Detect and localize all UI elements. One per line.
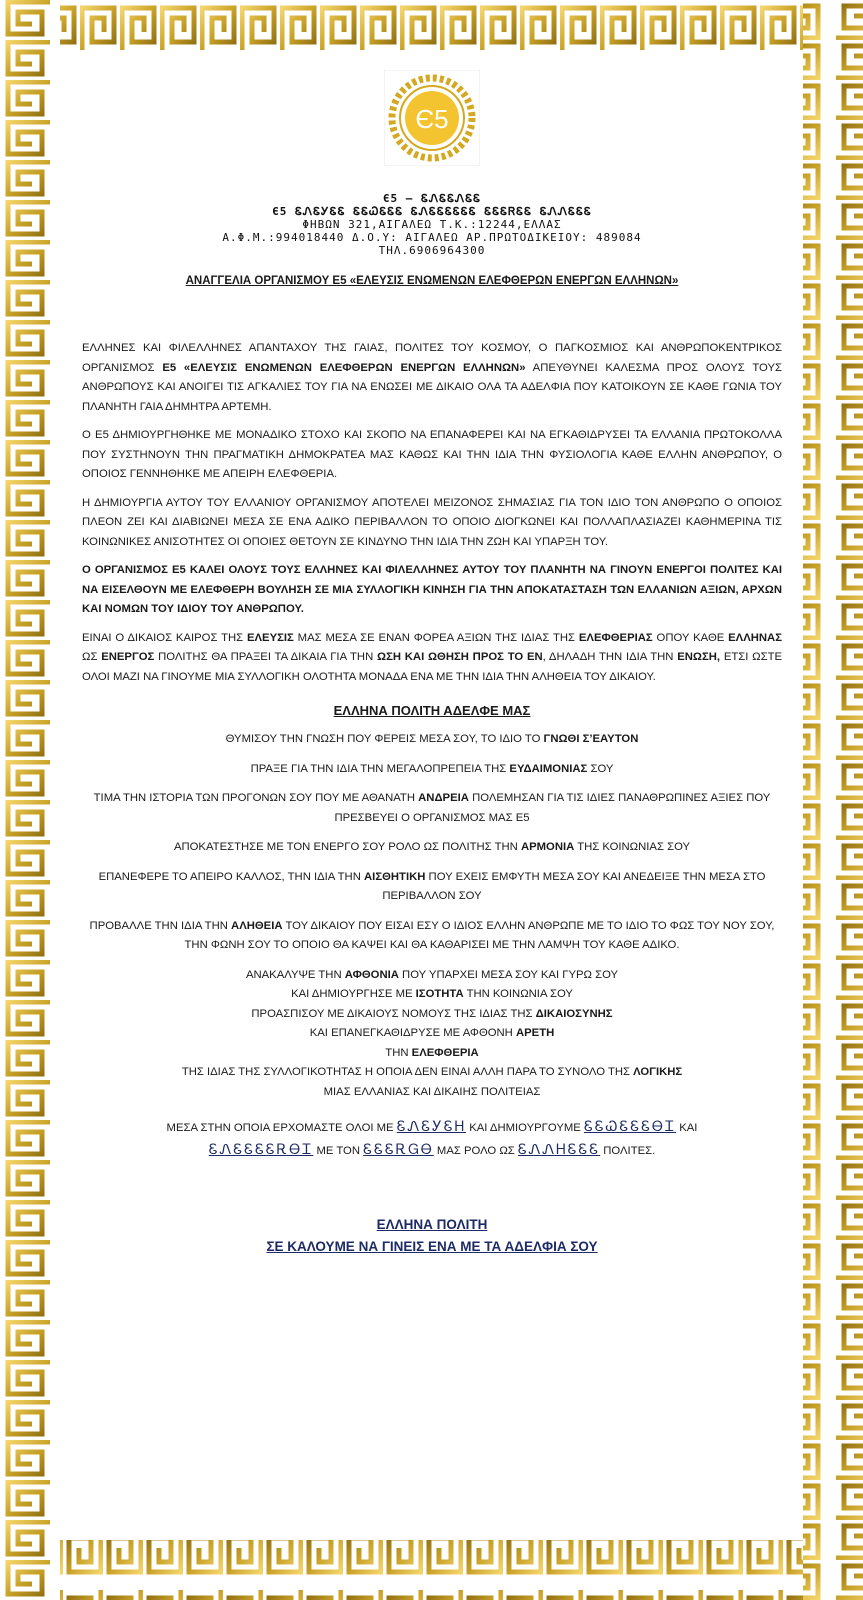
call-line-1: ΕΛΛΗΝΑ ΠΟΛΙΤΗ xyxy=(376,1217,488,1232)
closing-text: ΠΟΛΙΤΕΣ. xyxy=(600,1145,656,1157)
body-text: ΜΙΑΣ ΕΛΛΑΝΙΑΣ ΚΑΙ ΔΙΚΑΙΗΣ ΠΟΛΙΤΕΙΑΣ xyxy=(323,1085,541,1098)
header-tax-id: Α.Φ.Μ.:994018440 Δ.Ο.Υ: ΑΙΓΑΛΕΩ ΑΡ.ΠΡΩΤΟΔΙΚΕΙΟΥ: 489084 xyxy=(222,231,642,244)
section-subtitle: ΕΛΛΗΝΑ ΠΟΛΙΤΗ ΑΔΕΛΦΕ ΜΑΣ xyxy=(333,703,531,718)
body-text: ΤΗΝ xyxy=(385,1046,412,1059)
emphasis-text: ΛΟΓΙΚΗΣ xyxy=(633,1066,683,1078)
emphasis-text: ΕΝΩΣΗ, xyxy=(677,651,721,663)
header-line-1: Є5 – ᏋᏁᏋᏋᏁᏋᏋ xyxy=(382,192,482,205)
glyph-word-5: ᏋᏁᏁᎻᏋᏋᏋ xyxy=(517,1142,601,1158)
body-text: ΤΗΣ ΙΔΙΑΣ ΤΗΣ ΣΥΛΛΟΓΙΚΟΤΗΤΑΣ Η ΟΠΟΙΑ ΔΕΝ ΕΙΝΑΙ ΑΛΛΗ ΠΑΡΑ ΤΟ ΣΥΝΟΛΟ ΤΗΣ xyxy=(181,1066,634,1078)
emphasis-text: ΕΥΔΑΙΜΟΝΙΑΣ xyxy=(509,762,588,775)
body-text: ΠΡΟΒΑΛΛΕ ΤΗΝ ΙΔΙΑ ΤΗΝ xyxy=(89,919,232,932)
exhortation-5 xyxy=(82,868,782,907)
body-text: ΤΗΝ ΚΟΙΝΩΝΙΑ ΣΟΥ xyxy=(463,988,573,1000)
closing-text: ΜΕ ΤΟΝ xyxy=(313,1145,364,1157)
body-text: ΕΠΑΝΕΦΕΡΕ ΤΟ ΑΠΕΙΡΟ ΚΑΛΛΟΣ, ΤΗΝ ΙΔΙΑ ΤΗΝ xyxy=(98,870,365,883)
stanza-line xyxy=(82,966,782,986)
emphasis-text: ΔΙΚΑΙΟΣΥΝΗΣ xyxy=(535,1007,613,1020)
emphasis-text: ΕΝΕΡΓΟΣ xyxy=(101,651,155,663)
paragraph-4: Ο ΟΡΓΑΝΙΣΜΟΣ Ε5 ΚΑΛΕΙ ΟΛΟΥΣ ΤΟΥΣ ΕΛΛΗΝΕΣ ΚΑΙ ΦΙΛΕΛΛΗΝΕΣ ΑΥΤΟΥ ΤΟΥ ΠΛΑΝΗΤΗ ΝΑ ΓΙΝΟΥΝ ΕΝΕΡΓΟΙ ΠΟΛΙΤΕΣ ΚΑΙ ΝΑ ΕΙΣΕΛΘΟΥΝ ΜΕ ΕΛΕΦΘΕΡΗ ΒΟΥΛΗΣΗ ΣΕ ΜΙΑ ΣΥΛΛΟΓΙΚΗ ΚΙΝΗΣΗ ΓΙΑ ΤΗΝ ΑΠΟΚΑΤΑΣΤΑΣΗ ΤΩΝ ΕΛΛΑΝΙΩΝ ΑΞΙΩΝ, ΑΡΧΩΝ ΚΑΙ ΝΟΜΩΝ ΤΟΥ ΙΔΙΟΥ ΤΟΥ ΑΝΘΡΩΠΟΥ. xyxy=(82,564,782,615)
emphasis-text: ΕΛΛΗΝΑΣ xyxy=(728,631,782,644)
body-text: ΕΙΝΑΙ Ο ΔΙΚΑΙΟΣ ΚΑΙΡΟΣ ΤΗΣ xyxy=(82,631,247,644)
paragraph-2: Ο Ε5 ΔΗΜΙΟΥΡΓΗΘΗΚΕ ΜΕ ΜΟΝΑΔΙΚΟ ΣΤΟΧΟ ΚΑΙ ΣΚΟΠΟ ΝΑ ΕΠΑΝΑΦΕΡΕΙ ΚΑΙ ΝΑ ΕΓΚΑΘΙΔΡΥΣΕΙ ΤΑ ΕΛΛΑΝΙΑ ΠΡΩΤΟΚΟΛΛΑ ΠΟΥ ΣΥΣΤΗΝΟΥΝ ΤΗΝ ΠΡΑΓΜΑΤΙΚΗ ΔΗΜΟΚΡΑΤΕΑ ΜΑΣ ΚΑΘΩΣ ΚΑΙ ΤΗΝ ΙΔΙΑ ΤΗΝ ΦΥΣΙΟΛΟΓΙΑ ΚΑΘΕ ΕΛΛΗΝ ΑΝΘΡΩΠΟΥ, Ο ΟΠΟΙΟΣ ΓΕΝΝΗΘΗΚΕ ΜΕ ΑΠΕΙΡΗ ΕΛΕΦΘΕΡΙΑ. xyxy=(82,429,782,480)
closing-sentence xyxy=(82,1116,782,1162)
stanza-line xyxy=(82,1063,782,1083)
stanza-line xyxy=(82,1083,782,1103)
emphasis-text: ΙΣΟΤΗΤΑ xyxy=(415,988,464,1000)
body-text: ΕΤΣΙ ΩΣΤΕ ΟΛΟΙ ΜΑΖΙ ΝΑ ΓΙΝΟΥΜΕ ΜΙΑ ΣΥΛΛΟΓΙΚΗ ΟΛΟΤΗΤΑ ΜΟΝΑΔΑ ΕΝΑ ΜΕ ΤΗΝ ΙΔΙΑ ΤΗΝ ΑΛΗΘΕΙΑ ΤΟΥ ΔΙΚΑΙΟΥ. xyxy=(82,651,783,683)
stanza-line xyxy=(82,1044,782,1064)
emphasis-text: ΑΛΗΘΕΙΑ xyxy=(231,919,283,932)
emphasis-text: ΓΝΩΘΙ Σ’ΕΑΥΤΟΝ xyxy=(543,733,639,745)
exhortation-6 xyxy=(82,917,782,956)
p1-text-c: ΑΠΕΥΘΥΝΕΙ ΚΑΛΕΣΜΑ ΠΡΟΣ ΟΛΟΥΣ ΤΟΥΣ ΑΝΘΡΩΠΟΥΣ ΚΑΙ ΑΝΟΙΓΕΙ ΤΙΣ ΑΓΚΑΛΙΕΣ ΤΟΥ ΓΙΑ ΝΑ ΕΝΩΣΕΙ ΜΕ ΔΙΚΑΙΟ ΟΛΑ ΤΑ ΑΔΕΛΦΙΑ ΠΟΥ ΚΑΤΟΙΚΟΥΝ ΣΕ ΚΑΘΕ ΓΩΝΙΑ ΤΟΥ ΠΛΑΝΗΤΗ ΓΑΙΑ ΔΗΜΗΤΡΑ ΑΡΤΕΜΗ. xyxy=(82,361,782,413)
emphasis-text: ΩΣΗ ΚΑΙ ΩΘΗΣΗ ΠΡΟΣ ΤΟ ΕΝ xyxy=(377,651,543,663)
exhortation-3 xyxy=(82,789,782,828)
body-text: ΠΟΥ ΥΠΑΡΧΕΙ ΜΕΣΑ ΣΟΥ ΚΑΙ ΓΥΡΩ ΣΟΥ xyxy=(398,968,619,981)
document-title: ΑΝΑΓΓΕΛΙΑ ΟΡΓΑΝΙΣΜΟΥ Ε5 «ΕΛΕΥΣΙΣ ΕΝΩΜΕΝΩΝ ΕΛΕΦΘΕΡΩΝ ΕΝΕΡΓΩΝ ΕΛΛΗΝΩΝ» xyxy=(185,275,679,287)
body-text: ΚΑΙ ΔΗΜΙΟΥΡΓΗΣΕ ΜΕ xyxy=(291,988,416,1000)
body-text: ΤΗΣ ΚΟΙΝΩΝΙΑΣ ΣΟΥ xyxy=(574,841,691,853)
glyph-word-3: ᏋᏁᏋᏋᏋᏋᎡᎾᏆ xyxy=(208,1142,314,1158)
paragraph-5 xyxy=(82,629,782,688)
glyph-word-1: ᏋᏁᏋᎩᏋᎻ xyxy=(396,1119,467,1135)
body-text: ΠΟΥ ΕΧΕΙΣ ΕΜΦΥΤΗ ΜΕΣΑ ΣΟΥ ΚΑΙ ΑΝΕΔΕΙΞΕ ΤΗΝ ΜΕΣΑ ΣΤΟ ΠΕΡΙΒΑΛΛΟΝ ΣΟΥ xyxy=(382,870,766,902)
paragraph-3: Η ΔΗΜΙΟΥΡΓΙΑ ΑΥΤΟΥ ΤΟΥ ΕΛΛΑΝΙΟΥ ΟΡΓΑΝΙΣΜΟΥ ΑΠΟΤΕΛΕΙ ΜΕΙΖΟΝΟΣ ΣΗΜΑΣΙΑΣ ΓΙΑ ΤΟΝ ΙΔΙΟ ΤΟΝ ΑΝΘΡΩΠΟ Ο ΟΠΟΙΟΣ ΠΛΕΟΝ ΖΕΙ ΚΑΙ ΔΙΑΒΙΩΝΕΙ ΜΕΣΑ ΣΕ ΕΝΑ ΑΔΙΚΟ ΠΕΡΙΒΑΛΛΟΝ ΤΟ ΟΠΟΙΟ ΔΙΟΓΚΩΝΕΙ ΚΑΙ ΠΟΛΛΑΠΛΑΣΙΑΖΕΙ ΚΑΘΗΜΕΡΙΝΑ ΤΙΣ ΚΟΙΝΩΝΙΚΕΣ ΑΝΙΣΟΤΗΤΕΣ ΟΙ ΟΠΟΙΕΣ ΘΕΤΟΥΝ ΣΕ ΚΙΝΔΥΝΟ ΤΗΝ ΙΔΙΑ ΤΗΝ ΖΩΗ ΚΑΙ ΥΠΑΡΞΗ ΤΟΥ. xyxy=(82,496,782,548)
body-text: ΜΑΣ ΜΕΣΑ ΣΕ ΕΝΑΝ ΦΟΡΕΑ ΑΞΙΩΝ ΤΗΣ ΙΔΙΑΣ ΤΗΣ xyxy=(293,631,579,644)
p1-text-a: ΕΛΛΗΝΕΣ ΚΑΙ ΦΙΛΕΛΛΗΝΕΣ ΑΠΑΝΤΑΧΟΥ ΤΗΣ ΓΑΙΑΣ, ΠΟΛΙΤΕΣ ΤΟΥ ΚΟΣΜΟΥ, Ο ΠΑΓΚΟΣΜΙΟΣ ΚΑΙ ΑΝΘΡΩΠΟΚΕΝΤΡΙΚΟΣ ΟΡΓΑΝΙΣΜΟΣ xyxy=(82,342,782,374)
emphasis-text: ΕΛΕΥΣΙΣ xyxy=(246,631,294,644)
stanza-line xyxy=(82,1024,782,1044)
svg-text:Є5: Є5 xyxy=(415,104,449,134)
values-stanza xyxy=(82,966,782,1103)
closing-text: ΚΑΙ ΔΗΜΙΟΥΡΓΟΥΜΕ xyxy=(466,1122,584,1134)
p1-org-name: Ε5 «ΕΛΕΥΣΙΣ ΕΝΩΜΕΝΩΝ ΕΛΕΦΘΕΡΩΝ ΕΝΕΡΓΩΝ ΕΛΛΗΝΩΝ» xyxy=(162,361,526,374)
body-text: ΤΙΜΑ ΤΗΝ ΙΣΤΟΡΙΑ ΤΩΝ ΠΡΟΓΟΝΩΝ ΣΟΥ ΠΟΥ ΜΕ ΑΘΑΝΑΤΗ xyxy=(93,792,419,804)
body-text: ΠΡΑΞΕ ΓΙΑ ΤΗΝ ΙΔΙΑ ΤΗΝ ΜΕΓΑΛΟΠΡΕΠΕΙΑ ΤΗΣ xyxy=(250,762,510,775)
closing-text: ΜΑΣ ΡΟΛΟ ΩΣ xyxy=(433,1145,518,1157)
emphasis-text: ΑΡΜΟΝΙΑ xyxy=(520,841,575,853)
body-text: ΑΠΟΚΑΤΕΣΤΗΣΕ ΜΕ ΤΟΝ ΕΝΕΡΓΟ ΣΟΥ ΡΟΛΟ ΩΣ ΠΟΛΙΤΗΣ ΤΗΝ xyxy=(173,841,521,853)
closing-text: ΜΕΣΑ ΣΤΗΝ ΟΠΟΙΑ ΕΡΧΟΜΑΣΤΕ ΟΛΟΙ ΜΕ xyxy=(166,1122,397,1134)
body-text: ΠΡΟΑΣΠΙΣΟΥ ΜΕ ΔΙΚΑΙΟΥΣ ΝΟΜΟΥΣ ΤΗΣ ΙΔΙΑΣ ΤΗΣ xyxy=(251,1007,536,1020)
body-text: , ΔΗΛΑΔΗ ΤΗΝ ΙΔΙΑ ΤΗΝ xyxy=(542,651,678,663)
glyph-word-4: ᏋᏋᏋᎡᏀᎾ xyxy=(363,1142,434,1158)
organization-header xyxy=(82,192,782,257)
body-text: ΩΣ xyxy=(82,651,102,663)
e5-logo xyxy=(384,70,480,166)
paragraph-1 xyxy=(82,339,782,417)
body-text: ΤΟΥ ΔΙΚΑΙΟΥ ΠΟΥ ΕΙΣΑΙ ΕΣΥ Ο ΙΔΙΟΣ ΕΛΛΗΝ ΑΝΘΡΩΠΕ ΜΕ ΤΟ ΙΔΙΟ ΤΟ ΦΩΣ ΤΟΥ ΝΟΥ ΣΟΥ, ΤΗΝ ΦΩΝΗ ΣΟΥ ΤΟ ΟΠΟΙΟ ΘΑ ΚΑΨΕΙ ΚΑΙ ΘΑ ΚΑΘΑΡΙΣΕΙ ΜΕ ΤΗΝ ΛΑΜΨΗ ΤΟΥ ΚΑΘΕ ΑΔΙΚΟ. xyxy=(184,919,775,951)
call-line-2: ΣΕ ΚΑΛΟΥΜΕ ΝΑ ΓΙΝΕΙΣ ΕΝΑ ΜΕ ΤΑ ΑΔΕΛΦΙΑ ΣΟΥ xyxy=(266,1239,598,1254)
exhortation-4 xyxy=(82,838,782,858)
emphasis-text: ΕΛΕΦΘΕΡΙΑΣ xyxy=(578,631,653,644)
emphasis-text: ΑΦΘΟΝΙΑ xyxy=(344,968,399,981)
body-text: ΠΟΛΕΜΗΣΑΝ ΓΙΑ ΤΙΣ ΙΔΙΕΣ ΠΑΝΑΘΡΩΠΙΝΕΣ ΑΞΙΕΣ ΠΟΥ ΠΡΕΣΒΕΥΕΙ Ο ΟΡΓΑΝΙΣΜΟΣ ΜΑΣ Ε5 xyxy=(334,792,771,824)
emphasis-text: ΑΝΔΡΕΙΑ xyxy=(418,792,469,804)
stanza-line xyxy=(82,1005,782,1025)
glyph-word-2: ᏋᏋᏇᏋᏋᏋᎾᏆ xyxy=(583,1119,677,1135)
emphasis-text: ΑΙΣΘΗΤΙΚΗ xyxy=(364,870,426,883)
body-text: ΚΑΙ ΕΠΑΝΕΓΚΑΘΙΔΡΥΣΕ ΜΕ ΑΦΘΟΝΗ xyxy=(309,1027,516,1039)
body-text: ΑΝΑΚΑΛΥΨΕ ΤΗΝ xyxy=(245,968,345,981)
document-body xyxy=(82,70,782,1258)
body-text: ΘΥΜΙΣΟΥ ΤΗΝ ΓΝΩΣΗ ΠΟΥ ΦΕΡΕΙΣ ΜΕΣΑ ΣΟΥ, ΤΟ ΙΔΙΟ ΤΟ xyxy=(225,733,544,745)
body-text: ΣΟΥ xyxy=(587,762,614,775)
emphasis-text: ΑΡΕΤΗ xyxy=(515,1027,555,1039)
stanza-line xyxy=(82,985,782,1005)
header-phone: ΤΗΛ.6906964300 xyxy=(378,244,486,257)
call-to-action xyxy=(82,1214,782,1258)
body-text: ΠΟΛΙΤΗΣ ΘΑ ΠΡΑΞΕΙ ΤΑ ΔΙΚΑΙΑ ΓΙΑ ΤΗΝ xyxy=(154,651,378,663)
body-text: ΟΠΟΥ ΚΑΘΕ xyxy=(652,631,729,644)
header-line-2: Є5 ᏋᏁᏋᎩᏋᏋ ᏋᏋᏇᏋᏋᏋ ᏋᏁᏋᏋᏋᏋᏋᏋ ᏋᏋᏋᏒᏋᏋ ᏋᏁᏁᏋᏋᏋ xyxy=(272,205,592,218)
emphasis-text: ΕΛΕΦΘΕΡΙΑ xyxy=(411,1046,479,1059)
header-address: ΦΗΒΩΝ 321,ΑΙΓΑΛΕΩ Τ.Κ.:12244,ΕΛΛΑΣ xyxy=(302,218,562,231)
exhortation-2 xyxy=(82,760,782,780)
closing-text: ΚΑΙ xyxy=(676,1122,698,1134)
exhortation-1 xyxy=(82,730,782,750)
